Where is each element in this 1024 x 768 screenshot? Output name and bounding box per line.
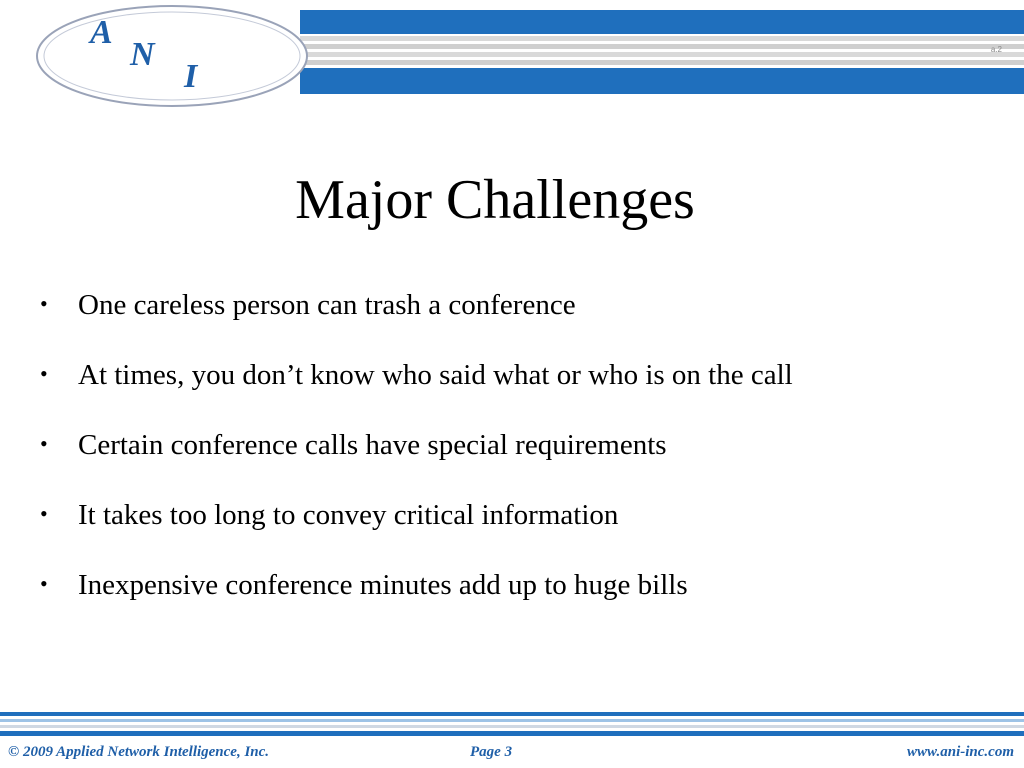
corner-mark: a.2 bbox=[990, 45, 1002, 54]
bullet-dot: • bbox=[40, 431, 48, 456]
bullet-item bbox=[40, 288, 1015, 358]
bullet-dot: • bbox=[40, 501, 48, 526]
bullet-text: Inexpensive conference minutes add up to huge bills bbox=[78, 569, 688, 601]
footer-url[interactable]: www.ani-inc.com bbox=[907, 744, 1014, 760]
header-stripe-gray-1 bbox=[300, 36, 1024, 41]
header-band bbox=[0, 0, 1024, 110]
bullet-item bbox=[40, 428, 1015, 498]
bullet-text: One careless person can trash a conference bbox=[78, 289, 576, 321]
logo-letter-a: A bbox=[90, 14, 113, 51]
logo-letter-n: N bbox=[130, 36, 155, 73]
header-stripe-gray-3 bbox=[300, 52, 1024, 57]
bullet-text: Certain conference calls have special requirements bbox=[78, 429, 667, 461]
footer-line-3 bbox=[0, 725, 1024, 728]
footer-divider bbox=[0, 710, 1024, 738]
footer-line-1 bbox=[0, 712, 1024, 716]
bullet-item bbox=[40, 568, 1015, 638]
footer-line-2 bbox=[0, 719, 1024, 722]
bullet-item bbox=[40, 498, 1015, 568]
ani-logo bbox=[32, 2, 312, 110]
bullet-text: It takes too long to convey critical information bbox=[78, 499, 619, 531]
logo-ellipse bbox=[32, 2, 312, 110]
bullet-text: At times, you don’t know who said what or who is on the call bbox=[78, 359, 793, 391]
slide-title: Major Challenges bbox=[295, 169, 695, 231]
bullet-item bbox=[40, 358, 1015, 428]
footer-line-4 bbox=[0, 731, 1024, 736]
bullet-dot: • bbox=[40, 291, 48, 316]
header-stripe-top bbox=[300, 10, 1024, 34]
bullet-dot: • bbox=[40, 571, 48, 596]
bullet-dot: • bbox=[40, 361, 48, 386]
header-stripe-bottom bbox=[300, 68, 1024, 94]
footer-copyright: © 2009 Applied Network Intelligence, Inc. bbox=[8, 744, 270, 760]
bullet-list bbox=[40, 288, 1015, 638]
footer-page-number: Page 3 bbox=[470, 744, 513, 760]
logo-letter-i: I bbox=[184, 58, 198, 95]
header-stripe-gray-4 bbox=[300, 60, 1024, 65]
header-stripe-gray-2 bbox=[300, 44, 1024, 49]
